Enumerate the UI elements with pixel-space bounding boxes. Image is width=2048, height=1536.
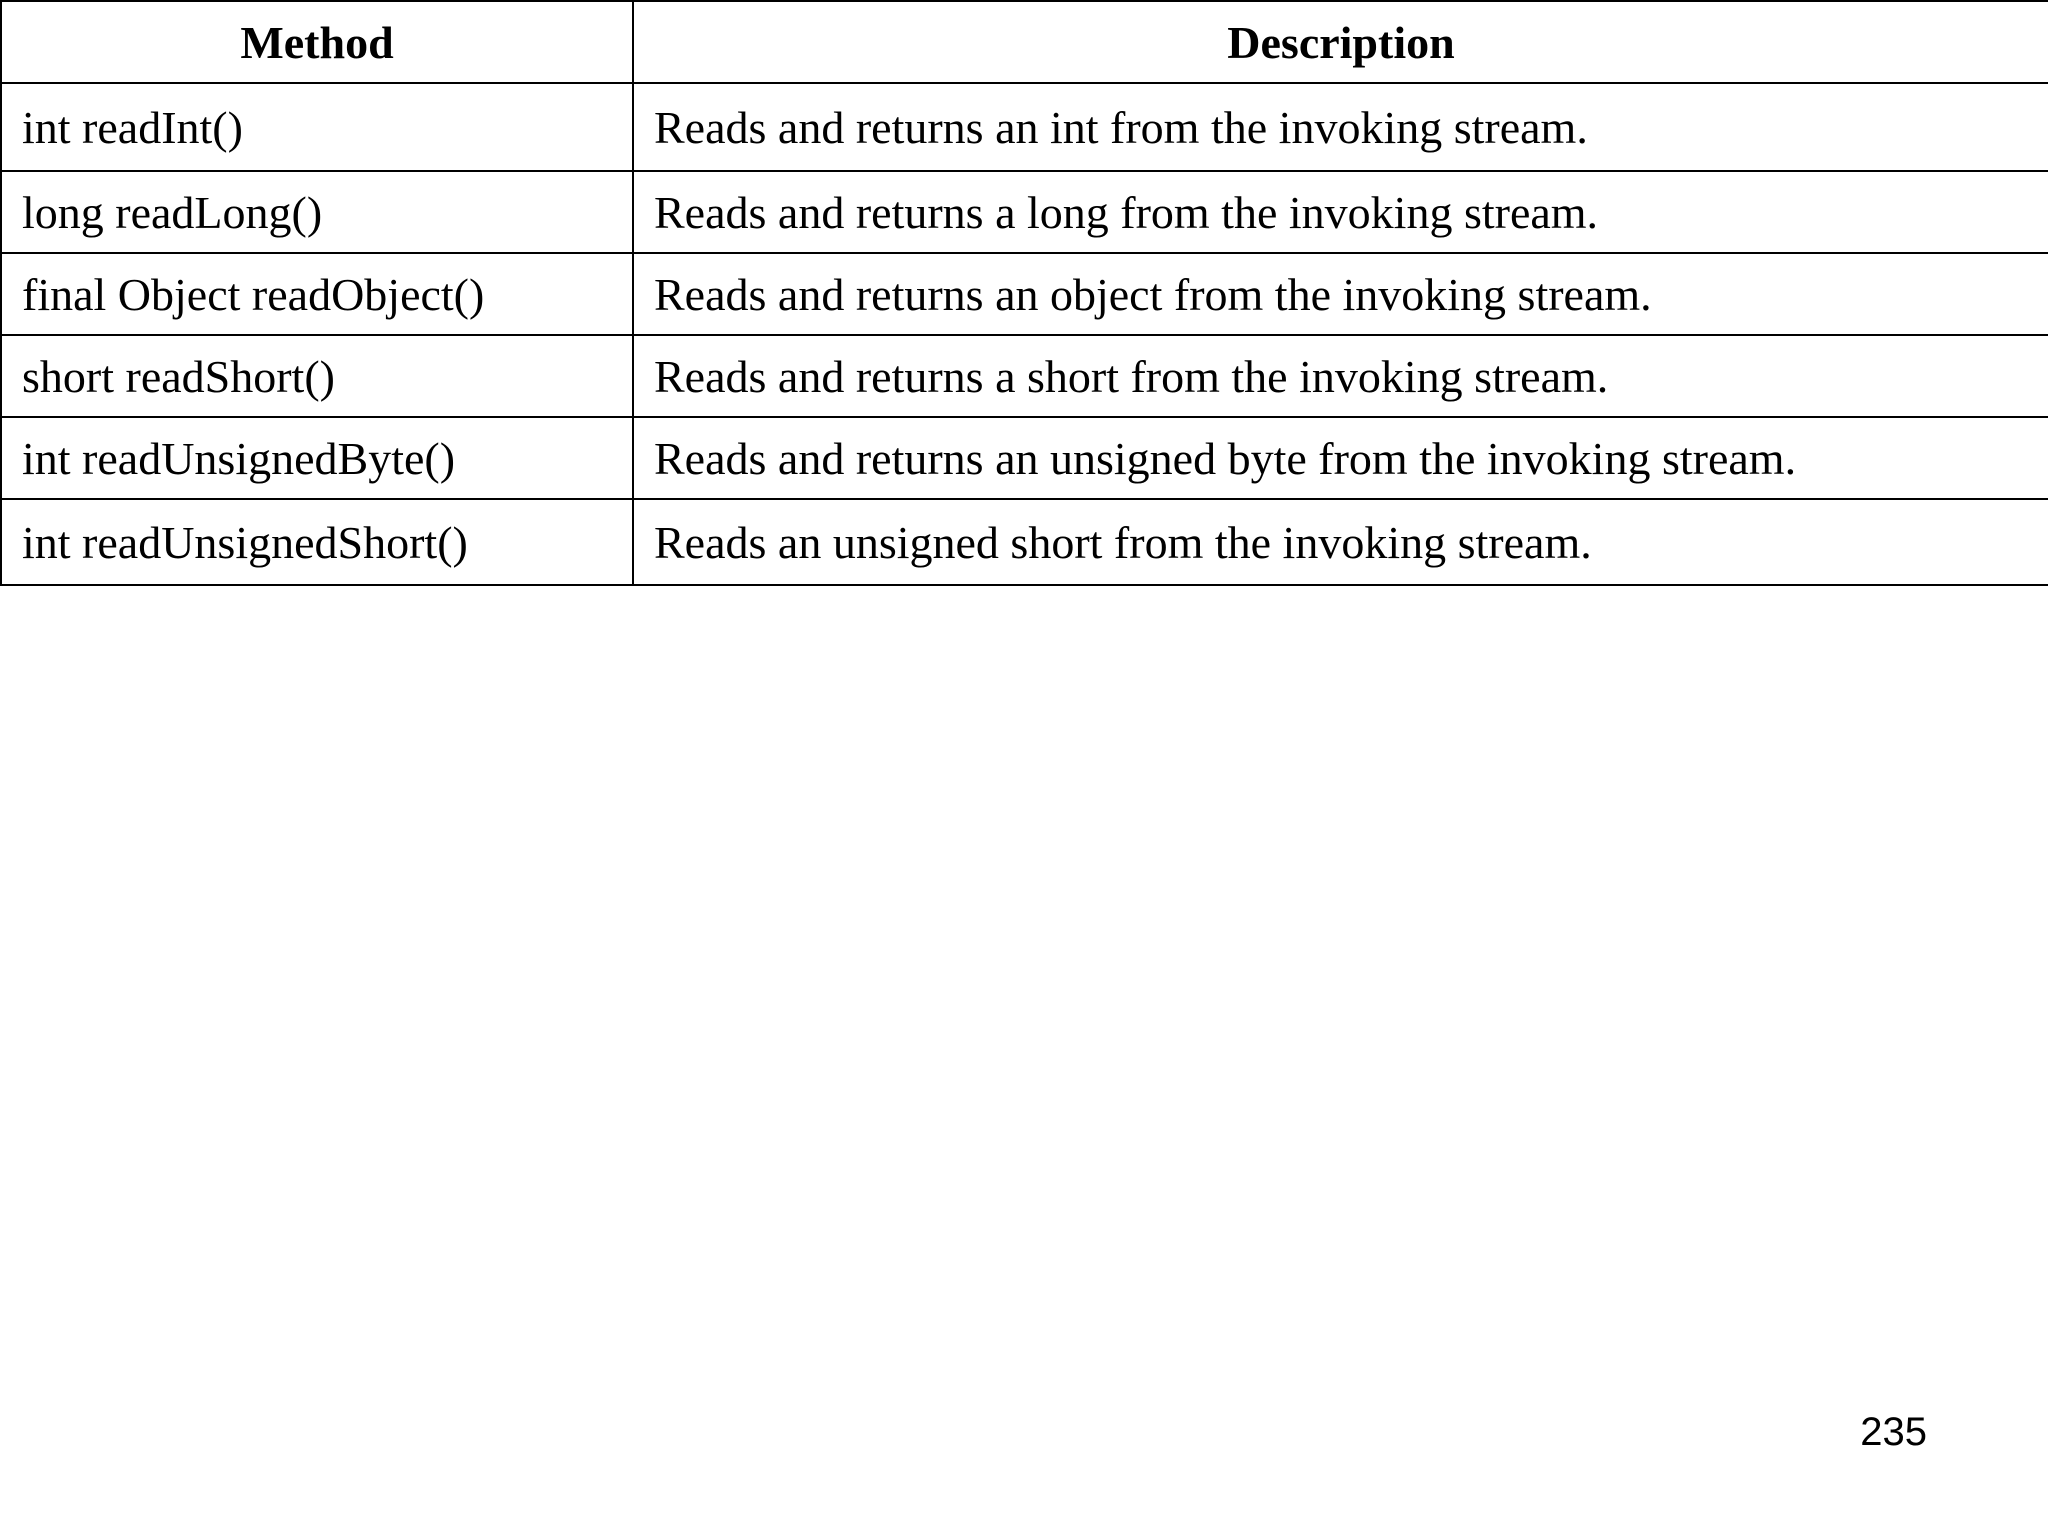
description-cell: Reads and returns an object from the invoking stream. xyxy=(633,253,2048,335)
header-description: Description xyxy=(633,1,2048,83)
methods-table xyxy=(0,0,2048,586)
description-cell: Reads and returns a long from the invoking stream. xyxy=(633,171,2048,253)
description-cell: Reads an unsigned short from the invoking stream. xyxy=(633,499,2048,585)
method-cell: long readLong() xyxy=(1,171,633,253)
method-cell: short readShort() xyxy=(1,335,633,417)
page-number: 235 xyxy=(1860,1410,1927,1454)
table-row xyxy=(1,171,2048,253)
table-row xyxy=(1,499,2048,585)
table-header-row xyxy=(1,1,2048,83)
header-method: Method xyxy=(1,1,633,83)
method-cell: int readUnsignedByte() xyxy=(1,417,633,499)
method-cell: final Object readObject() xyxy=(1,253,633,335)
table-row xyxy=(1,83,2048,171)
table-row xyxy=(1,253,2048,335)
description-cell: Reads and returns an unsigned byte from the invoking stream. xyxy=(633,417,2048,499)
method-cell: int readUnsignedShort() xyxy=(1,499,633,585)
description-cell: Reads and returns an int from the invoking stream. xyxy=(633,83,2048,171)
method-cell: int readInt() xyxy=(1,83,633,171)
table-row xyxy=(1,335,2048,417)
description-cell: Reads and returns a short from the invoking stream. xyxy=(633,335,2048,417)
table-row xyxy=(1,417,2048,499)
